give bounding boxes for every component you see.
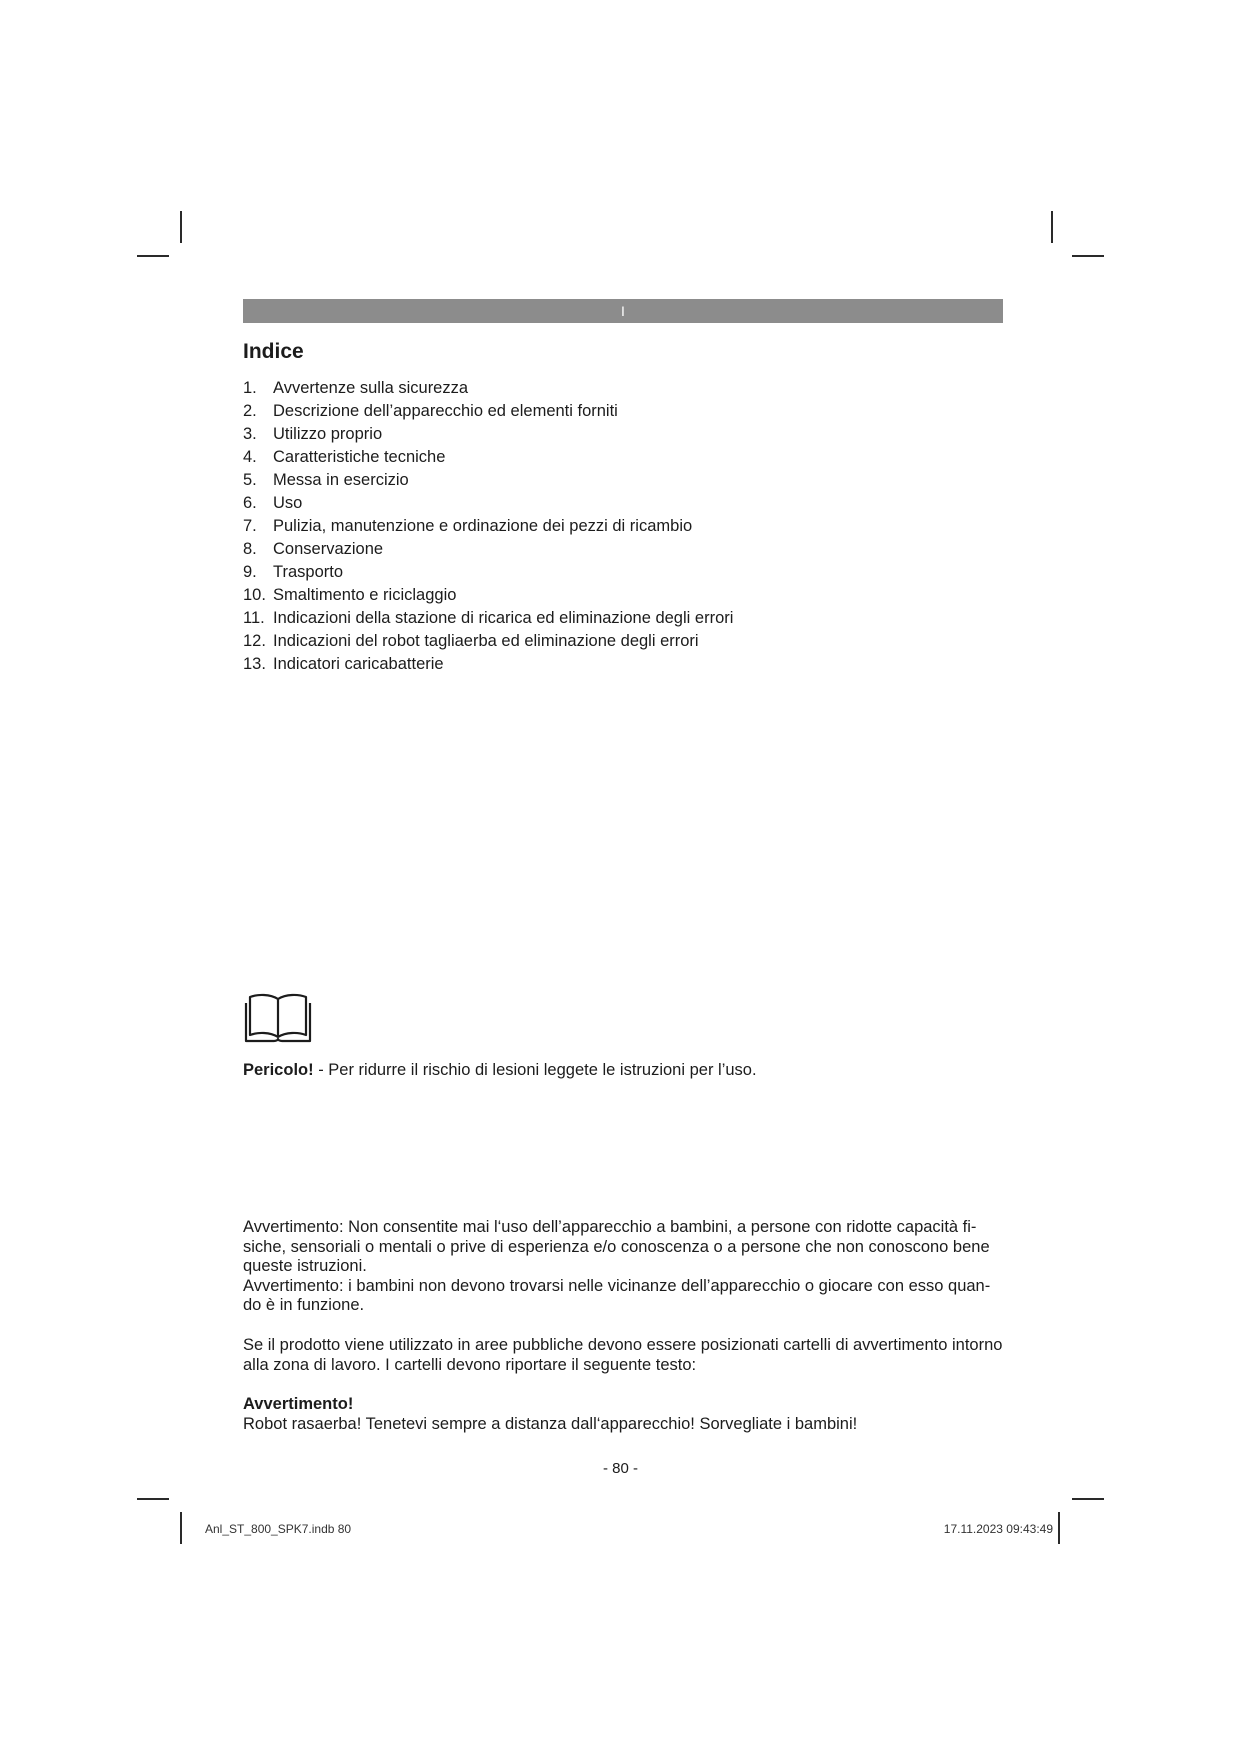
- crop-mark-bottom-right-horizontal: [1072, 1498, 1104, 1500]
- language-code: I: [621, 303, 625, 319]
- open-book-icon: [244, 991, 312, 1043]
- print-slug-datetime: 17.11.2023 09:43:49: [943, 1522, 1053, 1536]
- toc-item-number: 7.: [243, 517, 257, 535]
- page-number: - 80 -: [602, 1460, 638, 1477]
- toc-item: [243, 423, 1003, 446]
- toc-item-number: 6.: [243, 494, 257, 512]
- toc-item-label: Uso: [273, 494, 303, 512]
- crop-mark-top-left-vertical: [180, 211, 182, 243]
- language-header-bar: [243, 299, 1003, 323]
- crop-mark-bottom-right-vertical: [1058, 1512, 1060, 1544]
- toc-item: [243, 630, 1003, 653]
- toc-item: [243, 584, 1003, 607]
- toc-item-label: Trasporto: [273, 563, 343, 581]
- toc-item-number: 9.: [243, 563, 257, 581]
- toc-item-label: Conservazione: [273, 540, 384, 558]
- toc-item-number: 11.: [243, 609, 265, 627]
- sign-heading: Avvertimento!: [243, 1395, 354, 1413]
- warning-line: queste istruzioni.: [243, 1257, 367, 1275]
- page-title: Indice: [243, 340, 304, 363]
- toc-item: [243, 538, 1003, 561]
- warning-sign-text: [243, 1395, 1013, 1434]
- public-areas-line: alla zona di lavoro. I cartelli devono riportare il seguente testo:: [243, 1355, 697, 1374]
- toc-item-number: 12.: [243, 632, 266, 650]
- danger-label: Pericolo!: [243, 1061, 314, 1079]
- toc-item: [243, 377, 1003, 400]
- crop-mark-bottom-left-horizontal: [137, 1498, 169, 1500]
- public-areas-line: Se il prodotto viene utilizzato in aree pubbliche devono essere posizionati cartelli di avvertimento intorno: [243, 1336, 1003, 1354]
- toc-item-label: Descrizione dell’apparecchio ed elementi forniti: [273, 402, 618, 420]
- toc-item-label: Pulizia, manutenzione e ordinazione dei pezzi di ricambio: [273, 517, 693, 535]
- toc-item-number: 8.: [243, 540, 257, 558]
- toc-item-number: 3.: [243, 425, 257, 443]
- toc-item-number: 10.: [243, 586, 266, 604]
- crop-mark-top-right-vertical: [1051, 211, 1053, 243]
- table-of-contents: [243, 377, 1003, 676]
- toc-item-number: 4.: [243, 448, 257, 466]
- toc-item: [243, 492, 1003, 515]
- warning-line: Avvertimento: Non consentite mai l‘uso dell’apparecchio a bambini, a persone con ridotte capacità fi-: [243, 1218, 977, 1236]
- crop-mark-top-left-horizontal: [137, 255, 169, 257]
- toc-item-label: Avvertenze sulla sicurezza: [273, 379, 469, 397]
- public-areas-paragraph: [243, 1336, 1013, 1375]
- warning-line: siche, sensoriali o mentali o prive di esperienza e/o conoscenza o a persone che non conoscono bene: [243, 1237, 990, 1256]
- sign-body: Robot rasaerba! Tenetevi sempre a distanza dall‘apparecchio! Sorvegliate i bambini!: [243, 1414, 858, 1433]
- toc-item: [243, 400, 1003, 423]
- crop-mark-top-right-horizontal: [1072, 255, 1104, 257]
- danger-notice: [243, 1059, 757, 1081]
- toc-item-label: Indicatori caricabatterie: [273, 655, 444, 673]
- warning-paragraph: [243, 1218, 1013, 1316]
- toc-item-label: Messa in esercizio: [273, 471, 409, 489]
- print-slug-file: Anl_ST_800_SPK7.indb 80: [205, 1522, 352, 1536]
- toc-item-label: Caratteristiche tecniche: [273, 448, 446, 466]
- toc-item-number: 5.: [243, 471, 257, 489]
- toc-item: [243, 515, 1003, 538]
- warning-line: do è in funzione.: [243, 1296, 365, 1314]
- toc-item-label: Smaltimento e riciclaggio: [273, 586, 457, 604]
- toc-item: [243, 469, 1003, 492]
- toc-item-label: Indicazioni della stazione di ricarica ed eliminazione degli errori: [273, 609, 734, 627]
- toc-item-number: 1.: [243, 379, 257, 397]
- toc-item: [243, 561, 1003, 584]
- toc-item: [243, 653, 1003, 676]
- crop-mark-bottom-left-vertical: [180, 1512, 182, 1544]
- danger-text: - Per ridurre il rischio di lesioni leggete le istruzioni per l’uso.: [313, 1061, 757, 1079]
- warning-line: Avvertimento: i bambini non devono trovarsi nelle vicinanze dell’apparecchio o giocare con esso quan-: [243, 1276, 991, 1295]
- toc-item: [243, 446, 1003, 469]
- toc-item-label: Utilizzo proprio: [273, 425, 383, 443]
- toc-item: [243, 607, 1003, 630]
- toc-item-number: 2.: [243, 402, 257, 420]
- toc-item-number: 13.: [243, 655, 266, 673]
- toc-item-label: Indicazioni del robot tagliaerba ed eliminazione degli errori: [273, 632, 699, 650]
